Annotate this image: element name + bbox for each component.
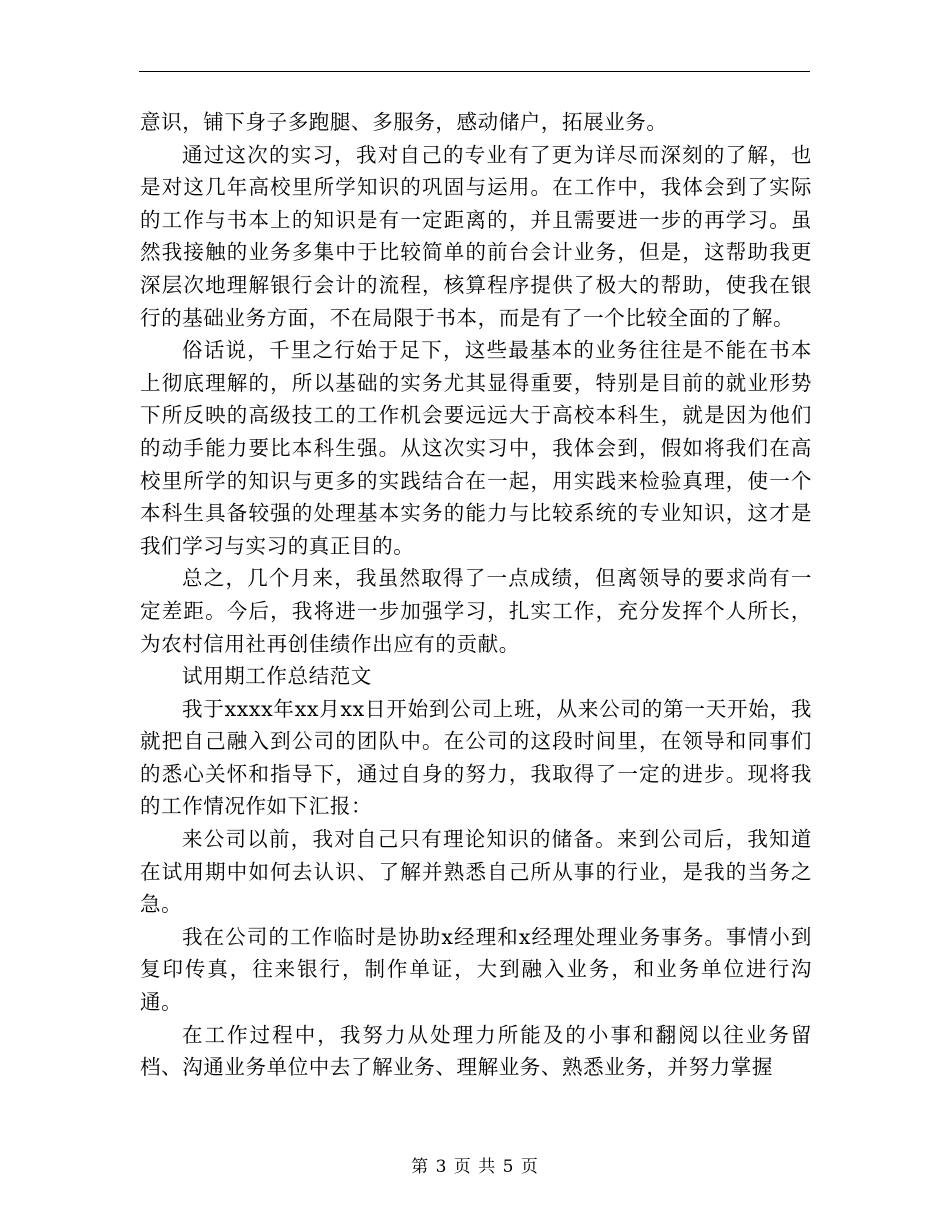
paragraph-2: 通过这次的实习，我对自己的专业有了更为详尽而深刻的了解，也是对这几年高校里所学知识的巩固与运用。在工作中，我体会到了实际的工作与书本上的知识是有一定距离的，并且需要进一步的再学习。虽然我接触的业务多集中于比较简单的前台会计业务，但是，这帮助我更深层次地理解银行会计的流程，核算程序提供了极大的帮助，使我在银行的基础业务方面，不在局限于书本，而是有了一个比较全面的了解。 xyxy=(140,142,812,330)
paragraph-1: 意识，铺下身子多跑腿、多服务，感动储户，拓展业务。 xyxy=(140,110,668,134)
section-heading: 试用期工作总结范文 xyxy=(182,664,372,689)
page-footer: 第 3 页 共 5 页 xyxy=(411,1157,539,1177)
paragraph-6: 来公司以前，我对自己只有理论知识的储备。来到公司后，我知道在试用期中如何去认识、了解并熟悉自己所从事的行业，是我的当务之急。 xyxy=(140,827,812,917)
paragraph-3: 俗话说，千里之行始于足下，这些最基本的业务往往是不能在书本上彻底理解的，所以基础的实务尤其显得重要，特别是目前的就业形势下所反映的高级技工的工作机会要远远大于高校本科生，就是因为他们的动手能力要比本科生强。从这次实习中，我体会到，假如将我们在高校里所学的知识与更多的实践结合在一起，用实践来检验真理，使一个本科生具备较强的处理基本实务的能力与比较系统的专业知识，这才是我们学习与实习的真正目的。 xyxy=(140,338,812,558)
paragraph-8: 在工作过程中，我努力从处理力所能及的小事和翻阅以往业务留档、沟通业务单位中去了解业务、理解业务、熟悉业务，并努力掌握 xyxy=(140,1022,812,1080)
paragraph-7: 我在公司的工作临时是协助x经理和x经理处理业务事务。事情小到复印传真，往来银行，制作单证，大到融入业务，和业务单位进行沟通。 xyxy=(140,924,812,1015)
header-rule xyxy=(139,71,810,72)
paragraph-5: 我于xxxx年xx月xx日开始到公司上班，从来公司的第一天开始，我就把自己融入到公司的团队中。在公司的这段时间里，在领导和同事们的悉心关怀和指导下，通过自身的努力，我取得了一定的进步。现将我的工作情况作如下汇报： xyxy=(140,696,812,819)
document-body xyxy=(140,106,812,1084)
paragraph-4: 总之，几个月来，我虽然取得了一点成绩，但离领导的要求尚有一定差距。今后，我将进一步加强学习，扎实工作，充分发挥个人所长，为农村信用社再创佳绩作出应有的贡献。 xyxy=(140,566,812,656)
